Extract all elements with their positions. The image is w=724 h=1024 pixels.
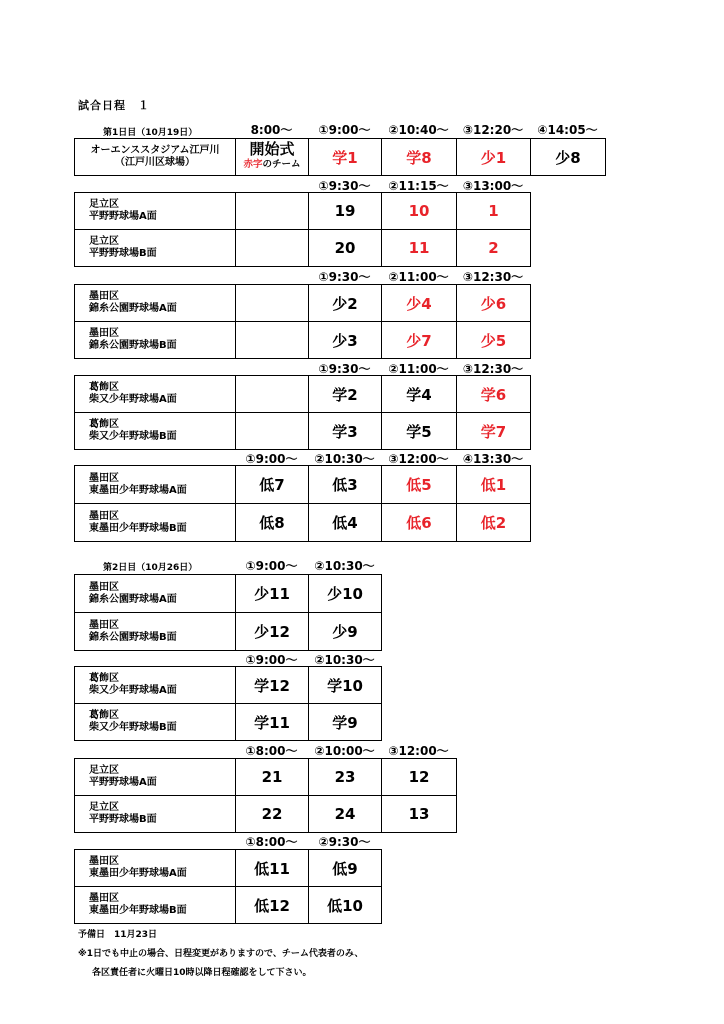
katsushika-day2-table [74, 666, 382, 741]
time-header: ③12:00～ [388, 452, 449, 466]
empty-cell [236, 322, 309, 359]
game-cell: 少9 [309, 613, 382, 651]
time-header: ②10:30～ [314, 559, 375, 573]
table-row [75, 413, 531, 450]
higashi-sumida-day1-table [74, 465, 531, 542]
game-cell: 学8 [382, 139, 457, 176]
game-cell: 学6 [457, 376, 531, 413]
game-cell: 学7 [457, 413, 531, 450]
game-cell: 学3 [309, 413, 382, 450]
venue-cell: 葛飾区 柴又少年野球場A面 [75, 667, 236, 704]
opening-note: 赤字のチーム [243, 159, 301, 170]
time-header: ①9:30～ [318, 179, 371, 193]
game-cell: 20 [309, 230, 382, 267]
table-row [75, 667, 382, 704]
game-cell: 学2 [309, 376, 382, 413]
game-cell: 少7 [382, 322, 457, 359]
game-cell: 学1 [309, 139, 382, 176]
adachi-day2-table [74, 758, 457, 833]
time-header: ③12:20～ [462, 123, 524, 137]
empty-cell [236, 193, 309, 230]
table-row [75, 796, 457, 833]
venue-cell: 墨田区 東墨田少年野球場B面 [75, 504, 236, 542]
empty-cell [236, 376, 309, 413]
venue-cell: 墨田区 東墨田少年野球場A面 [75, 466, 236, 504]
game-cell: 学12 [236, 667, 309, 704]
game-cell: 低12 [236, 887, 309, 924]
venue-cell: 墨田区 錦糸公園野球場B面 [75, 322, 236, 359]
footer-note: 各区責任者に火曜日10時以降日程確認をして下さい。 [92, 968, 312, 978]
game-cell: 低6 [382, 504, 457, 542]
game-cell: 少4 [382, 285, 457, 322]
time-header: ②9:30～ [318, 835, 371, 849]
time-header: ②11:15～ [388, 179, 449, 193]
game-cell: 10 [382, 193, 457, 230]
time-header: ①9:30～ [318, 362, 371, 376]
game-cell: 低5 [382, 466, 457, 504]
venue-cell [75, 139, 236, 176]
table-row [75, 759, 457, 796]
game-cell: 少6 [457, 285, 531, 322]
time-header: ③12:00～ [388, 744, 449, 758]
venue-name: オーエンススタジアム江戸川 [90, 145, 220, 156]
time-header: ③12:30～ [462, 270, 524, 284]
venue-cell: 葛飾区 柴又少年野球場B面 [75, 413, 236, 450]
game-cell: 1 [457, 193, 531, 230]
empty-cell [236, 285, 309, 322]
time-header: ①9:00～ [318, 123, 371, 137]
time-header: ①9:00～ [245, 653, 298, 667]
venue-cell: 足立区 平野野球場A面 [75, 193, 236, 230]
table-row [75, 887, 382, 924]
venue-cell: 墨田区 東墨田少年野球場A面 [75, 850, 236, 887]
opening-ceremony-label: 開始式 [249, 140, 295, 158]
time-header: ①8:00～ [245, 744, 298, 758]
game-cell: 低8 [236, 504, 309, 542]
game-cell: 少1 [457, 139, 531, 176]
game-cell: 13 [382, 796, 457, 833]
time-header: ③12:30～ [462, 362, 524, 376]
table-row [75, 850, 382, 887]
game-cell: 低9 [309, 850, 382, 887]
game-cell: 少5 [457, 322, 531, 359]
game-cell: 少3 [309, 322, 382, 359]
game-cell: 低3 [309, 466, 382, 504]
table-row [75, 139, 606, 176]
game-cell: 21 [236, 759, 309, 796]
sumida-kinshi-day1-table [74, 284, 531, 359]
venue-cell: 墨田区 錦糸公園野球場A面 [75, 575, 236, 613]
empty-cell [236, 230, 309, 267]
game-cell: 少8 [531, 139, 606, 176]
day1-label: 第1日目（10月19日） [103, 128, 198, 138]
time-header: ②10:40～ [388, 123, 449, 137]
game-cell: 学11 [236, 704, 309, 741]
time-header: 8:00～ [250, 123, 293, 137]
game-cell: 23 [309, 759, 382, 796]
table-row [75, 376, 531, 413]
table-row [75, 575, 382, 613]
venue-cell: 墨田区 錦糸公園野球場A面 [75, 285, 236, 322]
time-header: ②11:00～ [388, 270, 449, 284]
table-row [75, 230, 531, 267]
higashi-sumida-day2-table [74, 849, 382, 924]
time-header: ①9:00～ [245, 452, 298, 466]
game-cell: 低11 [236, 850, 309, 887]
time-header: ②10:00～ [314, 744, 375, 758]
venue-cell: 足立区 平野野球場A面 [75, 759, 236, 796]
game-cell: 低10 [309, 887, 382, 924]
footer-note: ※1日でも中止の場合、日程変更がありますので、チーム代表者のみ、 [78, 949, 364, 959]
time-header: ①9:30～ [318, 270, 371, 284]
time-header: ④13:30～ [462, 452, 524, 466]
time-header: ②10:30～ [314, 653, 375, 667]
time-header: ④14:05～ [537, 123, 598, 137]
table-row [75, 466, 531, 504]
opening-ceremony-cell [236, 139, 309, 176]
game-cell: 少11 [236, 575, 309, 613]
empty-cell [236, 413, 309, 450]
sumida-kinshi-day2-table [74, 574, 382, 651]
reserve-day: 予備日 11月23日 [78, 930, 158, 940]
game-cell: 学9 [309, 704, 382, 741]
game-cell: 24 [309, 796, 382, 833]
day2-label: 第2日目（10月26日） [103, 563, 198, 573]
time-header: ①9:00～ [245, 559, 298, 573]
game-cell: 低1 [457, 466, 531, 504]
game-cell: 2 [457, 230, 531, 267]
game-cell: 低4 [309, 504, 382, 542]
table-row [75, 613, 382, 651]
game-cell: 19 [309, 193, 382, 230]
game-cell: 低2 [457, 504, 531, 542]
time-header: ②10:30～ [314, 452, 375, 466]
venue-cell: 墨田区 錦糸公園野球場B面 [75, 613, 236, 651]
venue-cell: 足立区 平野野球場B面 [75, 230, 236, 267]
time-header: ③13:00～ [462, 179, 524, 193]
venue-cell: 足立区 平野野球場B面 [75, 796, 236, 833]
game-cell: 学4 [382, 376, 457, 413]
game-cell: 22 [236, 796, 309, 833]
table-row [75, 193, 531, 230]
game-cell: 学10 [309, 667, 382, 704]
page-title: 試合日程 １ [78, 99, 150, 112]
game-cell: 少12 [236, 613, 309, 651]
table-row [75, 322, 531, 359]
venue-cell: 墨田区 東墨田少年野球場B面 [75, 887, 236, 924]
time-header: ②11:00～ [388, 362, 449, 376]
adachi-day1-table [74, 192, 531, 267]
game-cell: 低7 [236, 466, 309, 504]
game-cell: 12 [382, 759, 457, 796]
table-row [75, 704, 382, 741]
venue-subname: （江戸川区球場） [115, 157, 195, 168]
time-header: ①8:00～ [245, 835, 298, 849]
game-cell: 少2 [309, 285, 382, 322]
game-cell: 学5 [382, 413, 457, 450]
table-row [75, 504, 531, 542]
venue-cell: 葛飾区 柴又少年野球場A面 [75, 376, 236, 413]
katsushika-day1-table [74, 375, 531, 450]
table-row [75, 285, 531, 322]
venue-cell: 葛飾区 柴又少年野球場B面 [75, 704, 236, 741]
stadium-table [74, 138, 606, 176]
game-cell: 少10 [309, 575, 382, 613]
game-cell: 11 [382, 230, 457, 267]
